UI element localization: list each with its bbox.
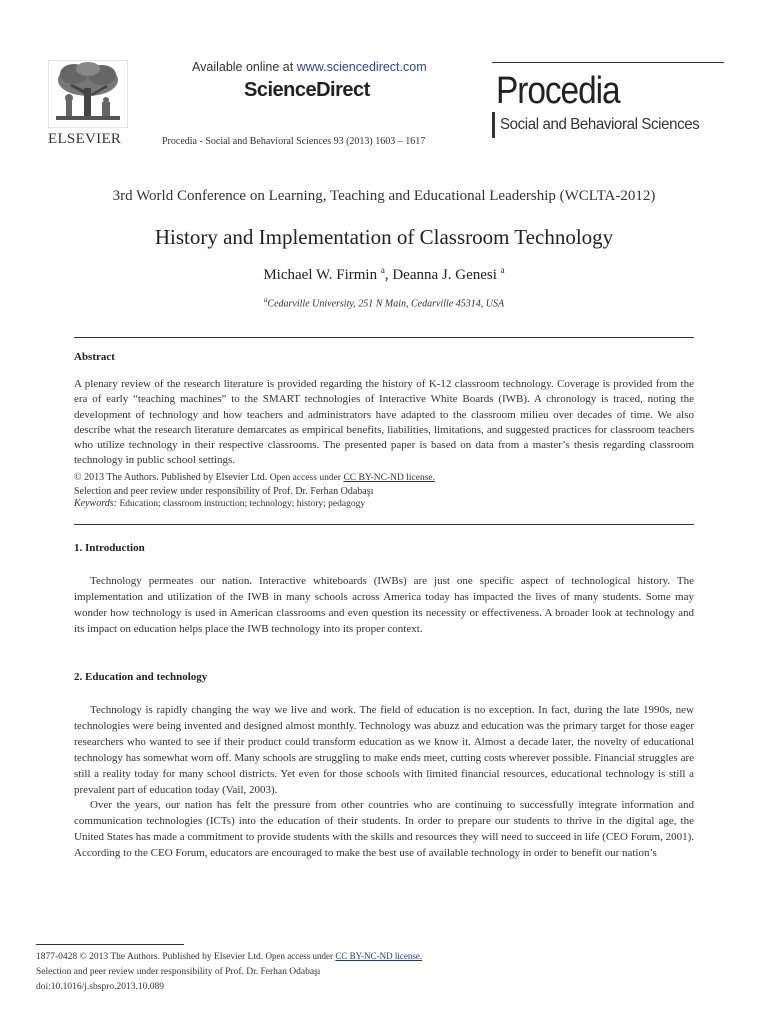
introduction-body (74, 574, 694, 638)
section-heading-education: 2. Education and technology (74, 671, 208, 683)
footer-license-link[interactable]: CC BY-NC-ND license. (335, 951, 423, 961)
available-online (192, 60, 427, 74)
footnote-rule (36, 944, 184, 945)
sciencedirect-logo: ScienceDirect (244, 79, 370, 101)
procedia-top-rule (492, 62, 724, 63)
affiliation (0, 296, 768, 309)
elsevier-tree-icon (48, 60, 128, 128)
journal-reference: Procedia - Social and Behavioral Sciences 93 (2013) 1603 – 1617 (162, 136, 426, 147)
paragraph: Technology permeates our nation. Interactive whiteboards (IWBs) are just one specific aspect of technological history. The implementation and utilization of the IWB in many schools across America today has impacted the lives of many students. Some may wonder how technology is used in American classrooms and even question its necessity or effectiveness. A broader look at technology and its impact on education helps place the IWB technology into its proper context. (74, 575, 694, 635)
peer-review-note: Selection and peer review under responsibility of Prof. Dr. Ferhan Odabaşı (74, 486, 374, 497)
affiliation-marker: a (263, 296, 268, 304)
author-separator: , (384, 267, 393, 283)
author-1: Michael W. Firmin (263, 267, 378, 283)
author-1-affil: a (380, 265, 385, 275)
procedia-bar (492, 112, 495, 138)
section-heading-introduction: 1. Introduction (74, 542, 145, 554)
author-2-affil: a (500, 265, 505, 275)
keywords (74, 498, 365, 509)
paper-title: History and Implementation of Classroom Technology (154, 225, 614, 249)
paragraph: Over the years, our nation has felt the pressure from other countries who are continuing to successfully integrate information and communication technologies (ICTs) into the education of their students. In order to prepare our students to thrive in the digital age, the United States has made a commitment to provide students with the skills and resources they will need to succeed in life (CEO Forum, 2001). According to the CEO Forum, educators are encouraged to make the best use of available technology in order to benefit our nation’s (74, 799, 694, 860)
procedia-logo: Procedia (496, 70, 620, 112)
footer-info (36, 949, 422, 995)
abstract-bottom-rule (74, 524, 694, 525)
paragraph: Technology is rapidly changing the way we live and work. The field of education is no exception. In fact, during the late 1990s, new technologies were being invented and designed almost monthly. Technology was abuzz and education was the primary target for those eager researchers who wanted to see if their product could transform education as we know it. Almost a decade later, the novelty of educational technology has somewhat worn off. Many schools are struggling to make ends meet, cutting costs wherever possible. Financial struggles are still a reality today for many school districts. Yet even for those schools with limited financial resources, educational technology is still a prevalent part of education today (Vail, 2003). (74, 704, 694, 796)
license-link[interactable]: CC BY-NC-ND license. (343, 473, 436, 483)
author-list (0, 265, 768, 284)
available-online-label: Available online at (192, 60, 294, 74)
abstract-heading: Abstract (74, 351, 115, 363)
open-access-label: Open access under (269, 473, 341, 483)
keywords-label: Keywords: (74, 498, 117, 509)
footer-doi: doi:10.1016/j.sbspro.2013.10.089 (36, 982, 164, 992)
abstract-top-rule (74, 337, 694, 338)
abstract-copyright (74, 471, 694, 485)
footer-peer-review: Selection and peer review under responsibility of Prof. Dr. Ferhan Odabaşı (36, 967, 321, 977)
affiliation-text: Cedarville University, 251 N Main, Cedarville 45314, USA (267, 298, 505, 310)
conference-name: 3rd World Conference on Learning, Teaching and Educational Leadership (WCLTA-2012) (112, 188, 656, 204)
keywords-list: Education; classroom instruction; technology; history; pedagogy (119, 499, 366, 509)
copyright-text: © 2013 The Authors. Published by Elsevier Ltd. (74, 472, 268, 483)
education-body (74, 703, 694, 862)
procedia-subtitle: Social and Behavioral Sciences (500, 116, 700, 133)
author-2: Deanna J. Genesi (392, 267, 497, 283)
footer-issn: 1877-0428 © 2013 The Authors. Published by Elsevier Ltd. (36, 952, 264, 962)
abstract-text: A plenary review of the research literature is provided regarding the history of K-12 classroom technology. Coverage is provided from the era of early “teaching machines” to the SMART technologies of Interactive White Boards (IWB). A chronology is traced, noting the development of technology and how teachers and administrators have adapted to the classroom milieu over decades of time. We also describe what the research literature demarcates as empirical benefits, liabilities, limitations, and suggested practices for classroom teachers who utilize technology in their respective classrooms. The presented paper is based on data from a master’s thesis regarding classroom technology in public school settings. (74, 378, 694, 467)
footer-open-access: Open access under (265, 951, 333, 961)
footer-issn-line (36, 949, 422, 965)
sciencedirect-link[interactable]: www.sciencedirect.com (296, 60, 427, 74)
publisher-name: ELSEVIER (48, 131, 122, 147)
